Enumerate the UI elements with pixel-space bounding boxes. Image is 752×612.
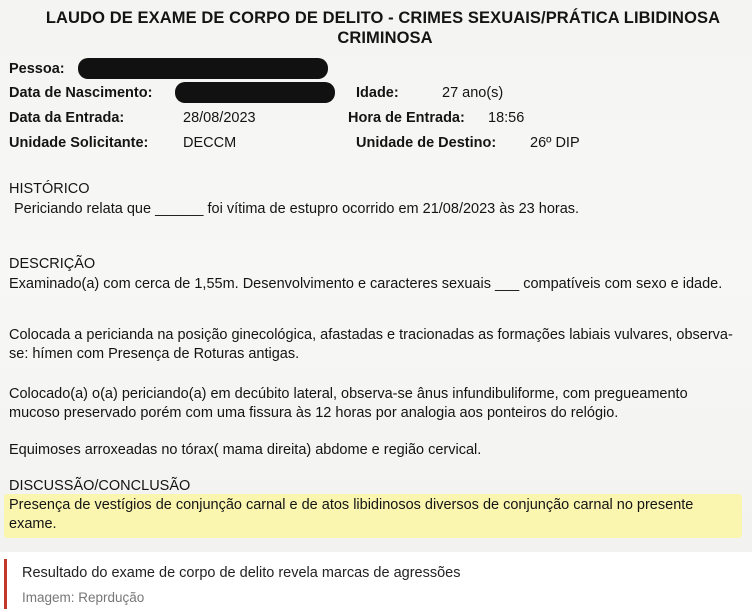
image-caption: Resultado do exame de corpo de delito revela marcas de agressões xyxy=(22,565,461,581)
conclusao-heading: DISCUSSÃO/CONCLUSÃO xyxy=(9,478,191,494)
historico-heading: HISTÓRICO xyxy=(9,181,90,197)
nascimento-label: Data de Nascimento: xyxy=(9,85,153,101)
solicitante-value: DECCM xyxy=(183,135,237,151)
report-title-line1: LAUDO DE EXAME DE CORPO DE DELITO - CRIMES SEXUAIS/PRÁTICA LIBIDINOSA xyxy=(45,9,721,27)
historico-text: Periciando relata que ______ foi vítima de estupro ocorrido em 21/08/2023 às 23 horas. xyxy=(14,201,580,217)
descricao-paragraph-4: Equimoses arroxeadas no tórax( mama direita) abdome e região cervical. xyxy=(9,442,482,458)
report-title xyxy=(0,8,752,48)
descricao-paragraph-2: Colocada a pericianda na posição ginecológica, afastadas e tracionadas as formações labiais vulvares, observa-se: hímen com Presença de Roturas antigas. xyxy=(9,327,733,362)
solicitante-label: Unidade Solicitante: xyxy=(9,135,149,151)
caption-accent-bar xyxy=(4,559,7,609)
entrada-value: 28/08/2023 xyxy=(183,110,256,126)
descricao-paragraph-3: Colocado(a) o(a) periciando(a) em decúbito lateral, observa-se ânus infundibuliforme, com pregueamento mucoso preservado porém com uma fissura às 12 horas por analogia aos ponteiros do relógio. xyxy=(9,386,688,421)
pessoa-label: Pessoa: xyxy=(9,61,65,77)
conclusao-text: Presença de vestígios de conjunção carnal e de atos libidinosos diversos de conjunção carnal no presente exame. xyxy=(9,497,694,532)
redacted-name-bar xyxy=(78,58,328,79)
destino-label: Unidade de Destino: xyxy=(356,135,497,151)
idade-value: 27 ano(s) xyxy=(442,85,504,101)
entrada-label: Data da Entrada: xyxy=(9,110,125,126)
idade-label: Idade: xyxy=(356,85,399,101)
redacted-birthdate-bar xyxy=(175,82,335,103)
hora-value: 18:56 xyxy=(488,110,525,126)
descricao-paragraph-1: Examinado(a) com cerca de 1,55m. Desenvolvimento e caracteres sexuais ___ compatíveis com sexo e idade. xyxy=(9,276,723,292)
image-credit: Imagem: Reprdução xyxy=(22,590,145,605)
hora-label: Hora de Entrada: xyxy=(348,110,465,126)
report-title-line2: CRIMINOSA xyxy=(337,29,433,47)
descricao-heading: DESCRIÇÃO xyxy=(9,256,96,272)
destino-value: 26º DIP xyxy=(530,135,580,151)
